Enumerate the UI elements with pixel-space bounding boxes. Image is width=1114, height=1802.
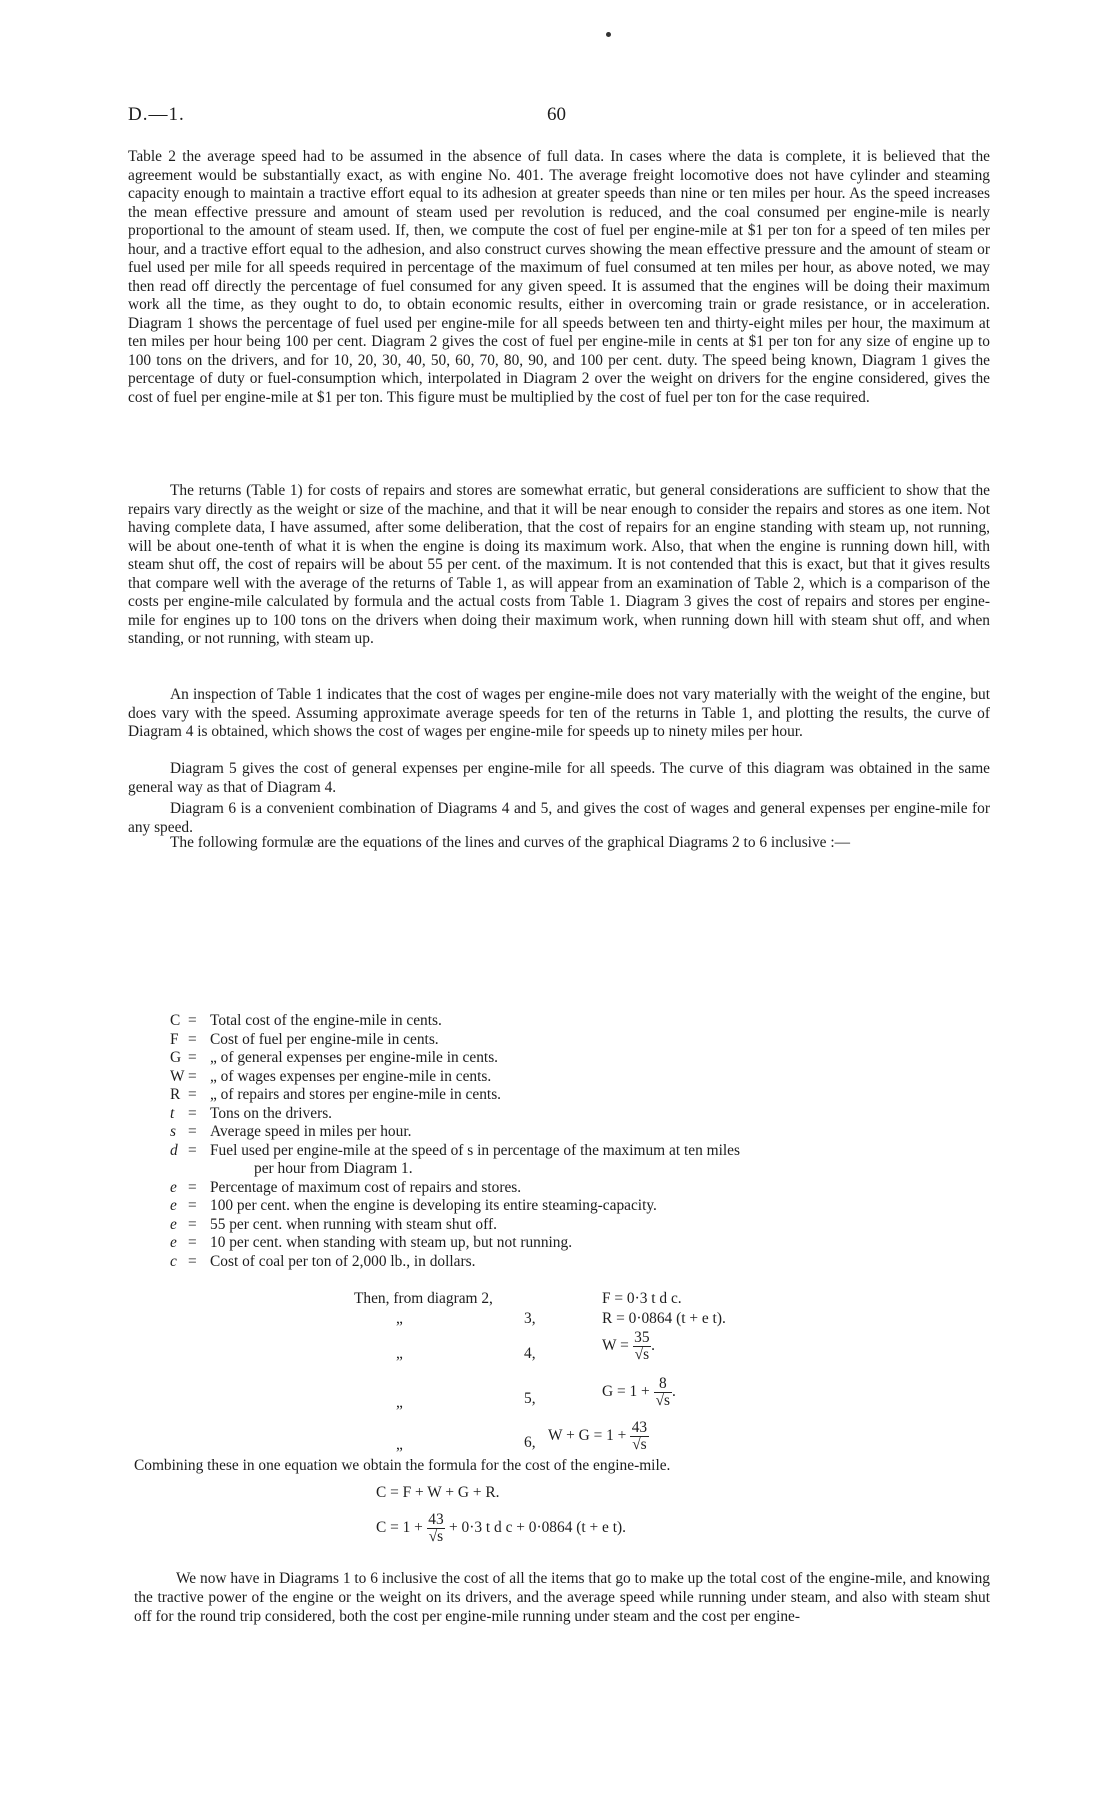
definition-symbol: c — [170, 1252, 177, 1270]
diagram-number: 4, — [524, 1345, 536, 1362]
diagram-number: 3, — [524, 1310, 536, 1327]
definition-symbol: W — [170, 1067, 185, 1085]
definition-row: e = 10 per cent. when standing with steam up, but not running. — [170, 1234, 990, 1253]
definition-symbol: e — [170, 1178, 177, 1196]
definition-row: d = Fuel used per engine-mile at the speed of s in percentage of the maximum at ten miles — [170, 1142, 990, 1161]
equation-general — [602, 1376, 676, 1409]
diagram-number: 6, — [524, 1434, 536, 1451]
fraction-numerator: 8 — [658, 1375, 667, 1392]
definition-symbol: C — [170, 1012, 181, 1029]
equation-wages — [602, 1330, 655, 1363]
ditto-mark: „ — [396, 1345, 403, 1362]
paragraph-fuel — [128, 148, 990, 407]
definition-row: F = Cost of fuel per engine-mile in cents. — [170, 1031, 990, 1050]
definition-text: Fuel used per engine-mile at the speed of s in percentage of the maximum at ten miles — [210, 1141, 740, 1159]
definition-row: G = „ of general expenses per engine-mile in cents. — [170, 1049, 990, 1068]
paragraph-5: Diagram 6 is a convenient combination of Diagrams 4 and 5, and gives the cost of wages and general expenses per engine-mile for any speed. — [128, 800, 990, 836]
paragraph-repairs — [128, 482, 990, 649]
paragraph-1: Table 2 the average speed had to be assumed in the absence of full data. In cases where the data is complete, it is believed that the agreement would be substantially exact, as with engine No. 401. The average freight locomotive does not have cylinder and steaming capacity enough to maintain a tractive effort equal to its adhesion at greater speeds than nine or ten miles per hour. As the speed increases the mean effective pressure and amount of steam used per revolution is reduced, and the coal consumed per engine-mile is nearly proportional to the amount of steam used. If, then, we compute the cost of fuel per engine-mile at $1 per ton for a speed of ten miles per hour, and a tractive effort equal to the adhesion, and also construct curves showing the mean effective pressure and the amount of steam or fuel used per mile for all speeds required in percentage of the maximum of fuel consumed at ten miles per hour, as above noted, we may then read off directly the percentage of fuel consumed for any given speed. It is assumed that the engines will be doing their maximum work all the time, as they ought to do, to obtain economic results, either in overcoming train or grade resistance, or in acceleration. Diagram 1 shows the percentage of fuel used per engine-mile for all speeds between ten and thirty-eight miles per hour, the maximum at ten miles per hour being 100 per cent. Diagram 2 gives the cost of fuel per engine-mile in cents at $1 per ton for any size of engine up to 100 tons on the drivers, and for 10, 20, 30, 40, 50, 60, 70, 80, 90, and 100 per cent. duty. The speed being known, Diagram 1 gives the percentage of duty or fuel-consumption which, interpolated in Diagram 2 over the weight on drivers for the engine considered, gives the cost of fuel per engine-mile at $1 per ton. This figure must be multiplied by the cost of fuel per ton for the case required. — [128, 148, 990, 406]
equation-repairs: R = 0·0864 (t + e t). — [602, 1310, 726, 1327]
definition-symbol: R — [170, 1086, 181, 1103]
fraction — [630, 1420, 648, 1453]
fraction — [427, 1512, 445, 1545]
paragraph-formulae-intro — [128, 834, 990, 853]
definition-text: „ of repairs and stores per engine-mile in cents. — [210, 1086, 502, 1103]
paragraph-general — [128, 760, 990, 797]
definition-row: C = Total cost of the engine-mile in cents. — [170, 1012, 990, 1031]
paragraph-combination — [128, 800, 990, 837]
closing-paragraph-block — [134, 1569, 990, 1626]
definition-text: Tons on the drivers. — [210, 1104, 333, 1122]
definition-text: 100 per cent. when the engine is developing its entire steaming-capacity. — [210, 1197, 657, 1214]
ink-dot — [606, 32, 611, 37]
paragraph-2: The returns (Table 1) for costs of repairs and stores are somewhat erratic, but general considerations are sufficient to show that the repairs vary directly as the weight or size of the machine, and that it will be near enough to consider the repairs and stores as one item. Not having complete data, I have assumed, after some deliberation, that the cost of repairs for an engine standing with steam up, not running, will be about one-tenth of what it is when the engine is doing its maximum work. Also, that when the engine is running down hill, with steam shut off, the cost of repairs will be about 55 per cent. of the maximum. It is not contended that this is exact, but that it gives results that compare well with the average of the returns of Table 1, as will appear from an examination of Table 2, which is a comparison of the costs per engine-mile calculated by formula and the actual costs from Table 1. Diagram 3 gives the cost of repairs and stores per engine-mile for engines up to 100 tons on the drivers when doing their maximum work, when running down hill with steam shut off, and when standing, or not running, with steam up. — [128, 482, 990, 647]
definition-text: 55 per cent. when running with steam shut off. — [210, 1215, 497, 1233]
paragraph-3: An inspection of Table 1 indicates that the cost of wages per engine-mile does not vary materially with the weight of the engine, but does vary with the speed. Assuming approximate average speeds for ten of the returns in Table 1, and plotting the results, the curve of Diagram 4 is obtained, which shows the cost of wages per engine-mile for speeds up to ninety miles per hour. — [128, 686, 990, 740]
definition-row: e = 100 per cent. when the engine is developing its entire steaming-capacity. — [170, 1197, 990, 1216]
equation-lhs: W + G = 1 + — [548, 1427, 627, 1445]
definition-text: Percentage of maximum cost of repairs and stores. — [210, 1178, 522, 1196]
combining-text: Combining these in one equation we obtain the formula for the cost of the engine-mile. — [134, 1457, 671, 1474]
definition-continuation: per hour from Diagram 1. — [254, 1160, 413, 1177]
equation-rhs: + 0·3 t d c + 0·0864 (t + e t). — [449, 1519, 626, 1537]
fraction-denominator: √s — [634, 1346, 650, 1363]
diagram-number: 5, — [524, 1390, 536, 1407]
fraction — [654, 1376, 672, 1409]
definition-row: s = Average speed in miles per hour. — [170, 1123, 990, 1142]
ditto-mark: „ — [396, 1394, 403, 1411]
definition-symbol: F — [170, 1030, 179, 1048]
definition-symbol: e — [170, 1215, 177, 1233]
equation-lhs: G = 1 + — [602, 1383, 650, 1401]
definition-text: „ of wages expenses per engine-mile in cents. — [210, 1067, 492, 1085]
paragraph-6: The following formulæ are the equations of the lines and curves of the graphical Diagrams 2 to 6 inclusive :— — [170, 834, 850, 851]
definition-row: t = Tons on the drivers. — [170, 1105, 990, 1124]
final-formula-expanded — [376, 1512, 626, 1545]
fraction-numerator: 43 — [428, 1511, 444, 1528]
definition-text: Cost of fuel per engine-mile in cents. — [210, 1030, 439, 1048]
document-reference: D.—1. — [128, 104, 185, 125]
final-formula-sum: C = F + W + G + R. — [376, 1484, 500, 1501]
equation-period: . — [672, 1383, 676, 1401]
ditto-mark: „ — [396, 1310, 403, 1327]
definition-symbol: s — [170, 1123, 176, 1140]
definition-symbol: d — [170, 1141, 178, 1159]
definition-row: W = „ of wages expenses per engine-mile in cents. — [170, 1068, 990, 1087]
equation-fuel: F = 0·3 t d c. — [602, 1290, 682, 1307]
definition-symbol: e — [170, 1197, 177, 1214]
ditto-mark: „ — [396, 1436, 403, 1453]
definition-text: Total cost of the engine-mile in cents. — [210, 1012, 442, 1029]
definition-row: c = Cost of coal per ton of 2,000 lb., in dollars. — [170, 1253, 990, 1272]
definition-row: e = 55 per cent. when running with steam shut off. — [170, 1216, 990, 1235]
equation-wages-general — [548, 1420, 649, 1453]
equation-lhs: W = — [602, 1337, 629, 1355]
paragraph-wages — [128, 686, 990, 742]
definition-symbol: G — [170, 1049, 182, 1066]
page-number: 60 — [547, 104, 566, 125]
definition-text: 10 per cent. when standing with steam up, but not running. — [210, 1234, 573, 1251]
closing-paragraph: We now have in Diagrams 1 to 6 inclusive the cost of all the items that go to make up the total cost of the engine-mile, and knowing the tractive power of the engine or the weight on its drivers, and the average speed while running under steam, and also with steam shut off for the round trip considered, both the cost per engine-mile running under steam and the cost per engine- — [134, 1570, 990, 1625]
definitions-list — [170, 1012, 990, 1271]
fraction — [633, 1330, 651, 1363]
definition-symbol: t — [170, 1104, 175, 1122]
definition-text: „ of general expenses per engine-mile in cents. — [210, 1049, 499, 1066]
definition-text: Cost of coal per ton of 2,000 lb., in dollars. — [210, 1252, 476, 1270]
paragraph-4: Diagram 5 gives the cost of general expenses per engine-mile for all speeds. The curve of this diagram was obtained in the same general way as that of Diagram 4. — [128, 760, 990, 796]
equation-period: . — [651, 1337, 655, 1355]
fraction-denominator: √s — [428, 1528, 444, 1545]
fraction-denominator: √s — [632, 1436, 647, 1453]
definition-row: e = Percentage of maximum cost of repairs and stores. — [170, 1179, 990, 1198]
definition-row: R = „ of repairs and stores per engine-mile in cents. — [170, 1086, 990, 1105]
equation-intro: Then, from diagram 2, — [354, 1290, 493, 1307]
equation-lhs: C = 1 + — [376, 1519, 423, 1537]
definition-text: Average speed in miles per hour. — [210, 1123, 412, 1140]
fraction-numerator: 35 — [634, 1329, 650, 1346]
fraction-denominator: √s — [655, 1392, 671, 1409]
definition-symbol: e — [170, 1234, 177, 1251]
fraction-numerator: 43 — [631, 1419, 648, 1436]
